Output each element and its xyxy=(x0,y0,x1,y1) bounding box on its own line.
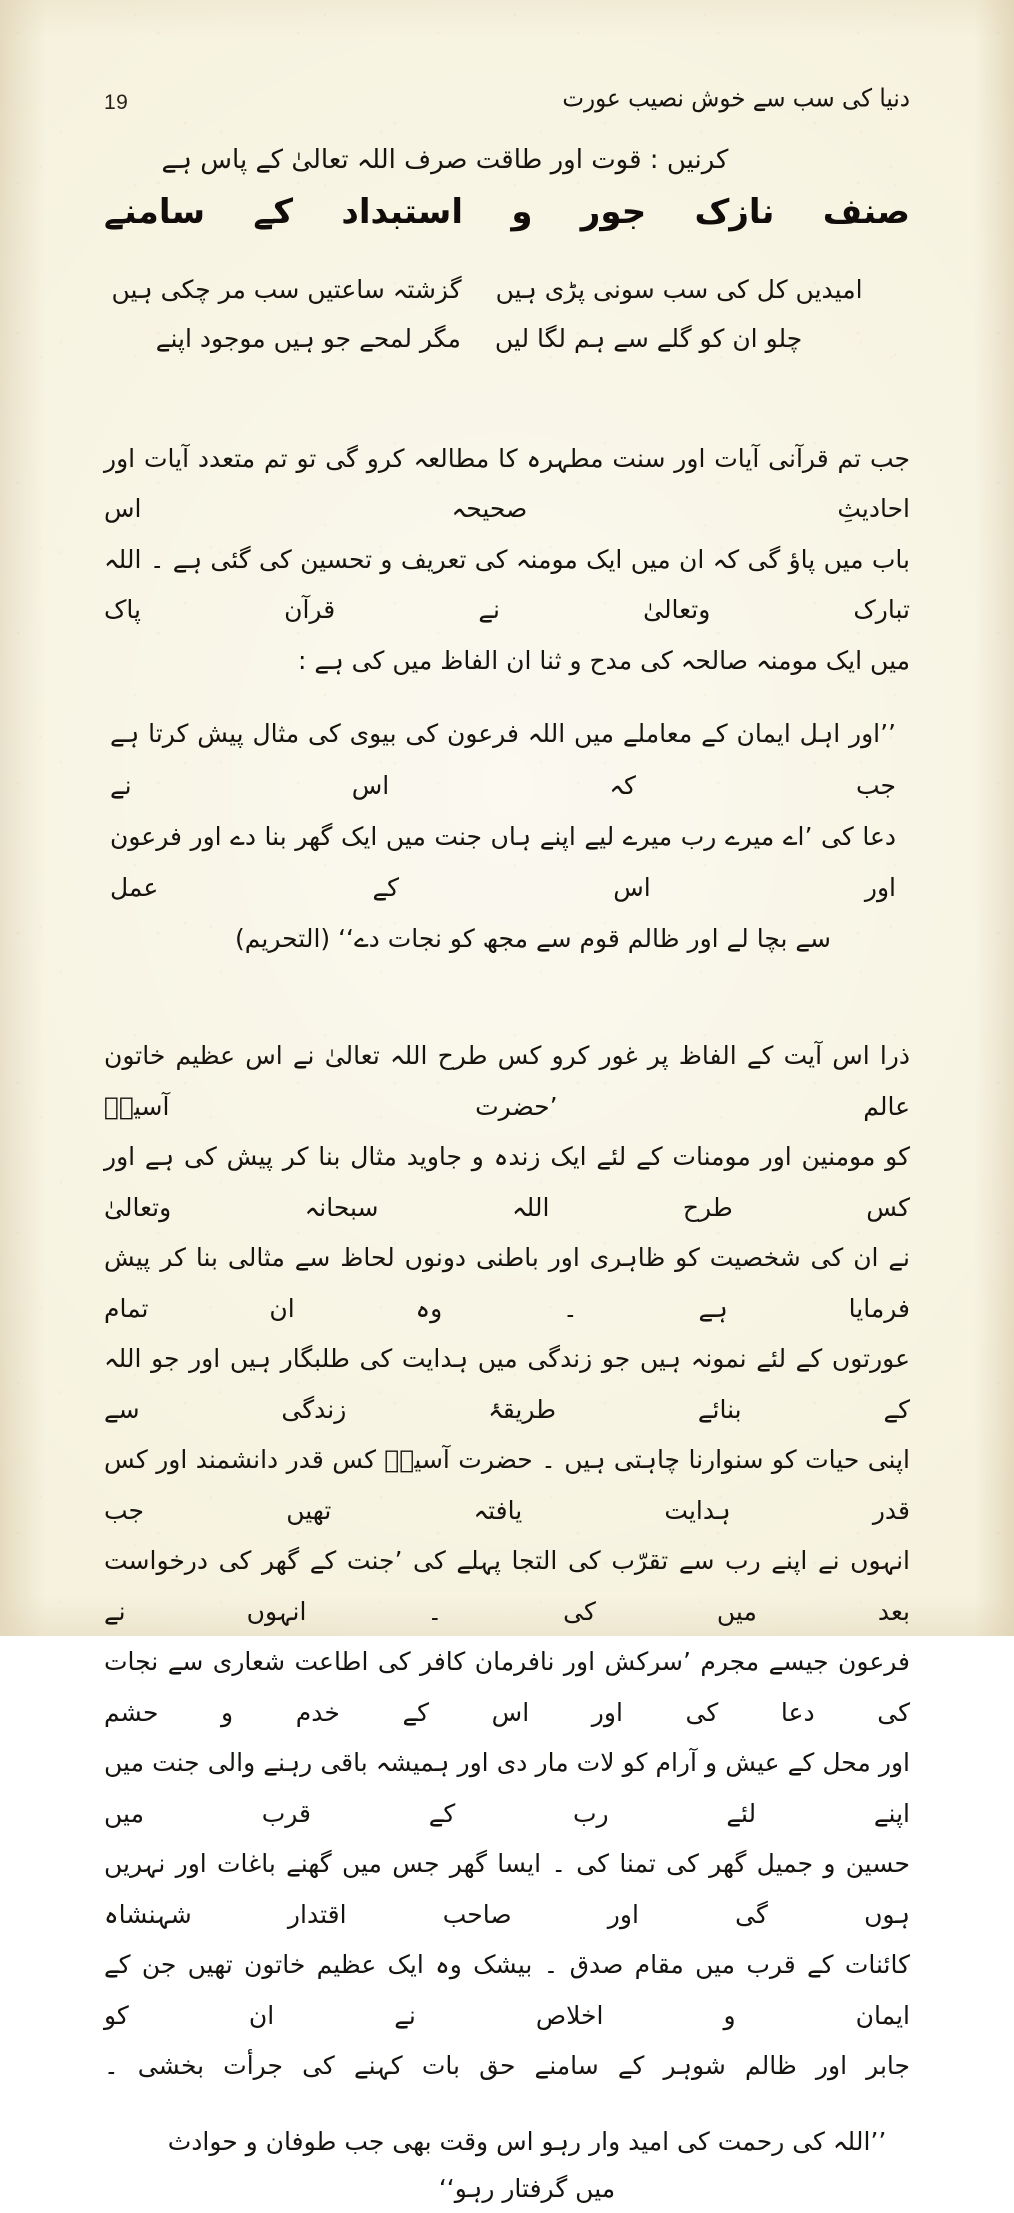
body-line-10: کائنات کے قرب میں مقام صدق ۔ بیشک وہ ایک عظیم خاتون تھیں جن کے ایمان و اخلاص نے ان کو xyxy=(104,1950,910,2030)
body-line-3: نے ان کی شخصیت کو ظاہری اور باطنی دونوں لحاظ سے مثالی بنا کر پیش فرمایا ہے ۔ وہ ان تمام xyxy=(104,1243,910,1323)
paragraph-intro-line-1: جب تم قرآنی آیات اور سنت مطہرہ کا مطالعہ کرو گی تو تم متعدد آیات اور احادیثِ صحیحہ اس xyxy=(104,443,910,524)
quran-quote-block xyxy=(104,708,910,964)
couplet-1-misra-b: امیدیں کل کی سب سونی پڑی ہیں xyxy=(495,274,863,304)
page-content xyxy=(104,84,910,2204)
couplet-line-2 xyxy=(122,315,892,364)
body-line-7: فرعون جیسے مجرم ’سرکش اور نافرمان کافر کی اطاعت شعاری سے نجات کی دعا کی اور اس کے خدم و حشم xyxy=(104,1647,910,1727)
quran-quote-citation-line: سے بچا لے اور ظالم قوم سے مجھ کو نجات دے‘‘ (التحریم) xyxy=(235,924,831,954)
paragraph-body xyxy=(104,981,910,2092)
body-line-5: اپنی حیات کو سنوارنا چاہتی ہیں ۔ حضرت آسیہؓ کس قدر دانشمند اور کس قدر ہدایت یافتہ تھیں جب xyxy=(104,1445,910,1525)
body-line-9: حسین و جمیل گھر کی تمنا کی ۔ ایسا گھر جس میں گھنے باغات اور نہریں ہوں گی اور صاحب اقتدار شہنشاہ xyxy=(104,1849,910,1929)
paragraph-intro xyxy=(104,383,910,686)
paragraph-intro-line-3: میں ایک مومنہ صالحہ کی مدح و ثنا ان الفاظ میں کی ہے : xyxy=(298,645,910,675)
couplet-1-misra-a: گزشتہ ساعتیں سب مر چکی ہیں xyxy=(111,274,462,304)
couplet-2-misra-a: مگر لمحے جو ہیں موجود اپنے xyxy=(155,323,461,353)
lead-line: کرنیں : قوت اور طاقت صرف اللہ تعالیٰ کے پاس ہے xyxy=(161,145,729,175)
paragraph-intro-line-2: باب میں پاؤ گی کہ ان میں ایک مومنہ کی تعریف و تحسین کی گئی ہے ۔ اللہ تبارک وتعالیٰ نے قرآن پاک xyxy=(104,544,910,625)
section-heading: صنف نازک جور و استبداد کے سامنے xyxy=(104,192,910,233)
quran-quote-line-2: دعا کی ’اے میرے رب میرے لیے اپنے ہاں جنت میں ایک گھر بنا دے اور فرعون اور اس کے عمل xyxy=(110,821,896,903)
couplet-block xyxy=(104,266,910,364)
couplet-line-1 xyxy=(111,266,892,315)
body-line-1: ذرا اس آیت کے الفاظ پر غور کرو کس طرح اللہ تعالیٰ نے اس عظیم خاتون عالم ’حضرت آسیہؓ xyxy=(104,1041,910,1121)
body-line-8: اور محل کے عیش و آرام کو لات مار دی اور ہمیشہ باقی رہنے والی جنت میں اپنے لئے رب کے قرب میں xyxy=(104,1748,910,1828)
running-title: دنیا کی سب سے خوش نصیب عورت xyxy=(562,84,910,113)
page-number: 19 xyxy=(104,91,129,114)
running-header xyxy=(104,86,910,126)
body-line-2: کو مومنین اور مومنات کے لئے ایک زندہ و جاوید مثال بنا کر پیش کی ہے اور کس طرح اللہ سبحانہ وتعالیٰ xyxy=(104,1142,910,1222)
body-line-6: انہوں نے اپنے رب سے تقرّب کی التجا پہلے کی ’جنت کے گھر کی درخواست بعد میں کی ۔ انہوں نے xyxy=(104,1546,910,1626)
body-line-4: عورتوں کے لئے نمونہ ہیں جو زندگی میں ہدایت کی طلبگار ہیں اور جو اللہ کے بنائے طریقۂ زندگی سے xyxy=(104,1344,910,1424)
quran-quote-line-1: ’’اور اہل ایمان کے معاملے میں اللہ فرعون کی بیوی کی مثال پیش کرتا ہے جب کہ اس نے xyxy=(110,719,896,800)
closing-quotation: ’’اللہ کی رحمت کی امید وار رہو اس وقت بھی جب طوفان و حوادث میں گرفتار رہو‘‘ xyxy=(167,2126,887,2204)
body-line-last: جابر اور ظالم شوہر کے سامنے حق بات کہنے کی جرأت بخشی ۔ xyxy=(104,2051,910,2081)
couplet-2-misra-b: چلو ان کو گلے سے ہم لگا لیں xyxy=(494,323,803,353)
